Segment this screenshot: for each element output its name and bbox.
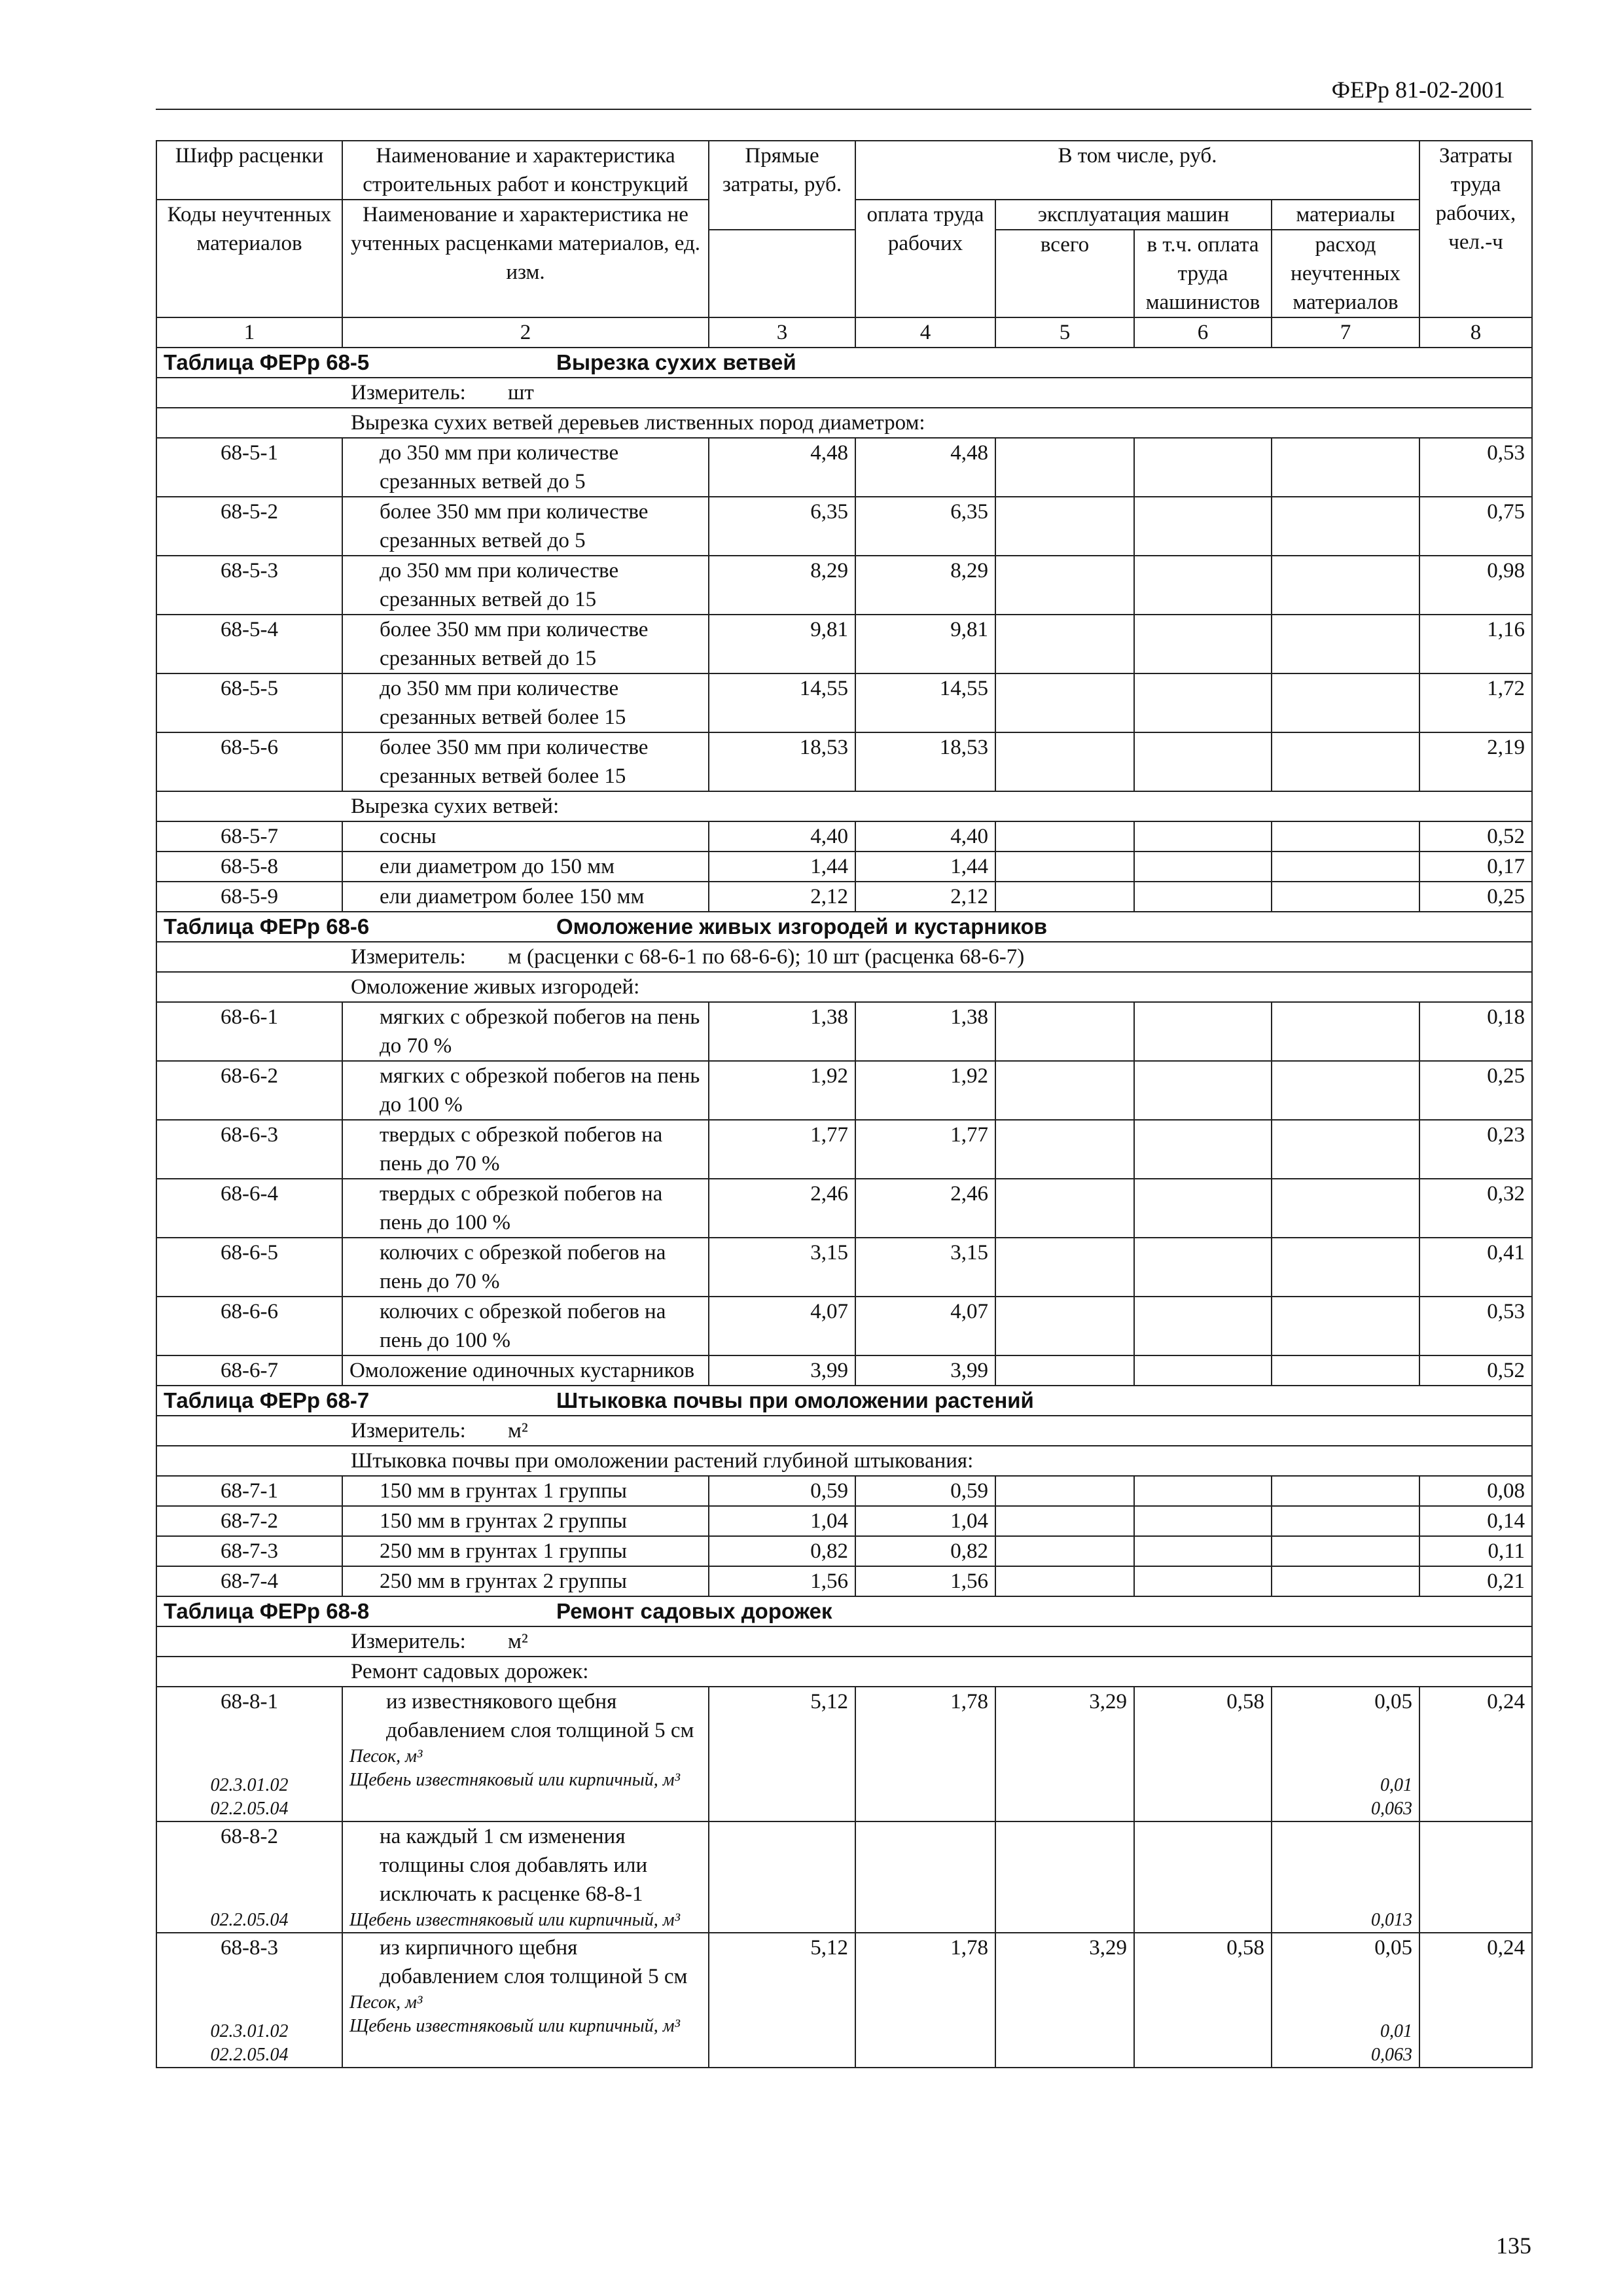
table-row: 68-6-3 твердых с обрезкой побегов на пень до 70 % 1,77 1,77 0,23 bbox=[156, 1120, 1532, 1179]
price-table bbox=[156, 140, 1533, 2068]
incl-header: В том числе, руб. bbox=[855, 141, 1419, 200]
machines-header: эксплуатация машин bbox=[995, 200, 1272, 230]
table-row: 68-6-5 колючих с обрезкой побегов на пень до 70 % 3,15 3,15 0,41 bbox=[156, 1238, 1532, 1297]
unit-row: Измеритель: м² bbox=[156, 1626, 1532, 1657]
table-title: Таблица ФЕРр 68-5 Вырезка сухих ветвей bbox=[156, 348, 1532, 378]
section-row: Вырезка сухих ветвей деревьев лиственных пород диаметром: bbox=[156, 408, 1532, 438]
table-title: Таблица ФЕРр 68-8 Ремонт садовых дорожек bbox=[156, 1596, 1532, 1626]
table-row: 68-6-4 твердых с обрезкой побегов на пень до 100 % 2,46 2,46 0,32 bbox=[156, 1179, 1532, 1238]
col3-header-cont bbox=[709, 230, 855, 317]
table-row: 68-5-5 до 350 мм при количестве срезанных ветвей более 15 14,55 14,55 1,72 bbox=[156, 673, 1532, 732]
col7-header: расход неучтенных материалов bbox=[1272, 230, 1419, 317]
section-row: Ремонт садовых дорожек: bbox=[156, 1657, 1532, 1687]
section-row: Омоложение живых изгородей: bbox=[156, 972, 1532, 1002]
materials-header: материалы bbox=[1272, 200, 1419, 230]
unit-row: Измеритель: шт bbox=[156, 378, 1532, 408]
table-row: 68-8-2 02.2.05.04 на каждый 1 см изменения толщины слоя добавлять или исключать к расценке 68-8-1 Щебень известняковый или кирпичный, м³ 0,013 bbox=[156, 1821, 1532, 1933]
table-row: 68-5-9 ели диаметром более 150 мм 2,12 2,12 0,25 bbox=[156, 882, 1532, 912]
table-row: 68-7-2 150 мм в грунтах 2 группы 1,04 1,04 0,14 bbox=[156, 1506, 1532, 1536]
table-row: 68-6-1 мягких с обрезкой побегов на пень до 70 % 1,38 1,38 0,18 bbox=[156, 1002, 1532, 1061]
table-title: Таблица ФЕРр 68-7 Штыковка почвы при омоложении растений bbox=[156, 1386, 1532, 1416]
col1-bottom: Коды неучтенных материалов bbox=[156, 200, 342, 317]
col2-top: Наименование и характеристика строительных работ и конструкций bbox=[342, 141, 709, 200]
page-number: 135 bbox=[1496, 2233, 1531, 2259]
col1-top: Шифр расценки bbox=[156, 141, 342, 200]
table-row: 68-5-4 более 350 мм при количестве срезанных ветвей до 15 9,81 9,81 1,16 bbox=[156, 615, 1532, 673]
table-row: 68-5-1 до 350 мм при количестве срезанных ветвей до 5 4,48 4,48 0,53 bbox=[156, 438, 1532, 497]
table-row: 68-6-2 мягких с обрезкой побегов на пень до 100 % 1,92 1,92 0,25 bbox=[156, 1061, 1532, 1120]
section-row: Вырезка сухих ветвей: bbox=[156, 791, 1532, 821]
table-row: 68-8-1 02.3.01.02 02.2.05.04 из известнякового щебня добавлением слоя толщиной 5 см Песок, м³ Щебень известняковый или кирпичный, м³ 5,12 1,78 3,29 0,58 0,05 0,01 0,063 0,24 bbox=[156, 1687, 1532, 1821]
col2-bottom: Наименование и характеристика не учтенных расценками материалов, ед. изм. bbox=[342, 200, 709, 317]
table-row: 68-8-3 02.3.01.02 02.2.05.04 из кирпичного щебня добавлением слоя толщиной 5 см Песок, м³ Щебень известняковый или кирпичный, м³ 5,12 1,78 3,29 0,58 0,05 0,01 0,063 0,24 bbox=[156, 1933, 1532, 2068]
header-row bbox=[156, 141, 1532, 200]
table-title: Таблица ФЕРр 68-6 Омоложение живых изгородей и кустарников bbox=[156, 912, 1532, 942]
table-row: 68-5-2 более 350 мм при количестве срезанных ветвей до 5 6,35 6,35 0,75 bbox=[156, 497, 1532, 556]
col4-header: оплата труда рабочих bbox=[855, 200, 995, 317]
unit-row: Измеритель: м² bbox=[156, 1416, 1532, 1446]
table-row: 68-6-6 колючих с обрезкой побегов на пень до 100 % 4,07 4,07 0,53 bbox=[156, 1297, 1532, 1355]
table-row: 68-6-7 Омоложение одиночных кустарников 3,99 3,99 0,52 bbox=[156, 1355, 1532, 1386]
col3-header: Прямые затраты, руб. bbox=[709, 141, 855, 230]
table-row: 68-5-7 сосны 4,40 4,40 0,52 bbox=[156, 821, 1532, 852]
table-row: 68-5-6 более 350 мм при количестве срезанных ветвей более 15 18,53 18,53 2,19 bbox=[156, 732, 1532, 791]
col5-header: всего bbox=[995, 230, 1134, 317]
document-code: ФЕРр 81-02-2001 bbox=[1331, 77, 1505, 103]
section-row: Штыковка почвы при омоложении растений глубиной штыкования: bbox=[156, 1446, 1532, 1476]
page-header bbox=[156, 76, 1531, 110]
table-row: 68-7-3 250 мм в грунтах 1 группы 0,82 0,82 0,11 bbox=[156, 1536, 1532, 1566]
col8-header: Затраты труда рабочих, чел.-ч bbox=[1419, 141, 1532, 317]
table-row: 68-5-8 ели диаметром до 150 мм 1,44 1,44 0,17 bbox=[156, 852, 1532, 882]
table-row: 68-5-3 до 350 мм при количестве срезанных ветвей до 15 8,29 8,29 0,98 bbox=[156, 556, 1532, 615]
table-row: 68-7-1 150 мм в грунтах 1 группы 0,59 0,59 0,08 bbox=[156, 1476, 1532, 1506]
column-numbers: 1 2 3 4 5 6 7 8 bbox=[156, 317, 1532, 348]
unit-row: Измеритель: м (расценки с 68-6-1 по 68-6-6); 10 шт (расценка 68-6-7) bbox=[156, 942, 1532, 972]
col6-header: в т.ч. оплата труда машинистов bbox=[1134, 230, 1272, 317]
table-row: 68-7-4 250 мм в грунтах 2 группы 1,56 1,56 0,21 bbox=[156, 1566, 1532, 1596]
